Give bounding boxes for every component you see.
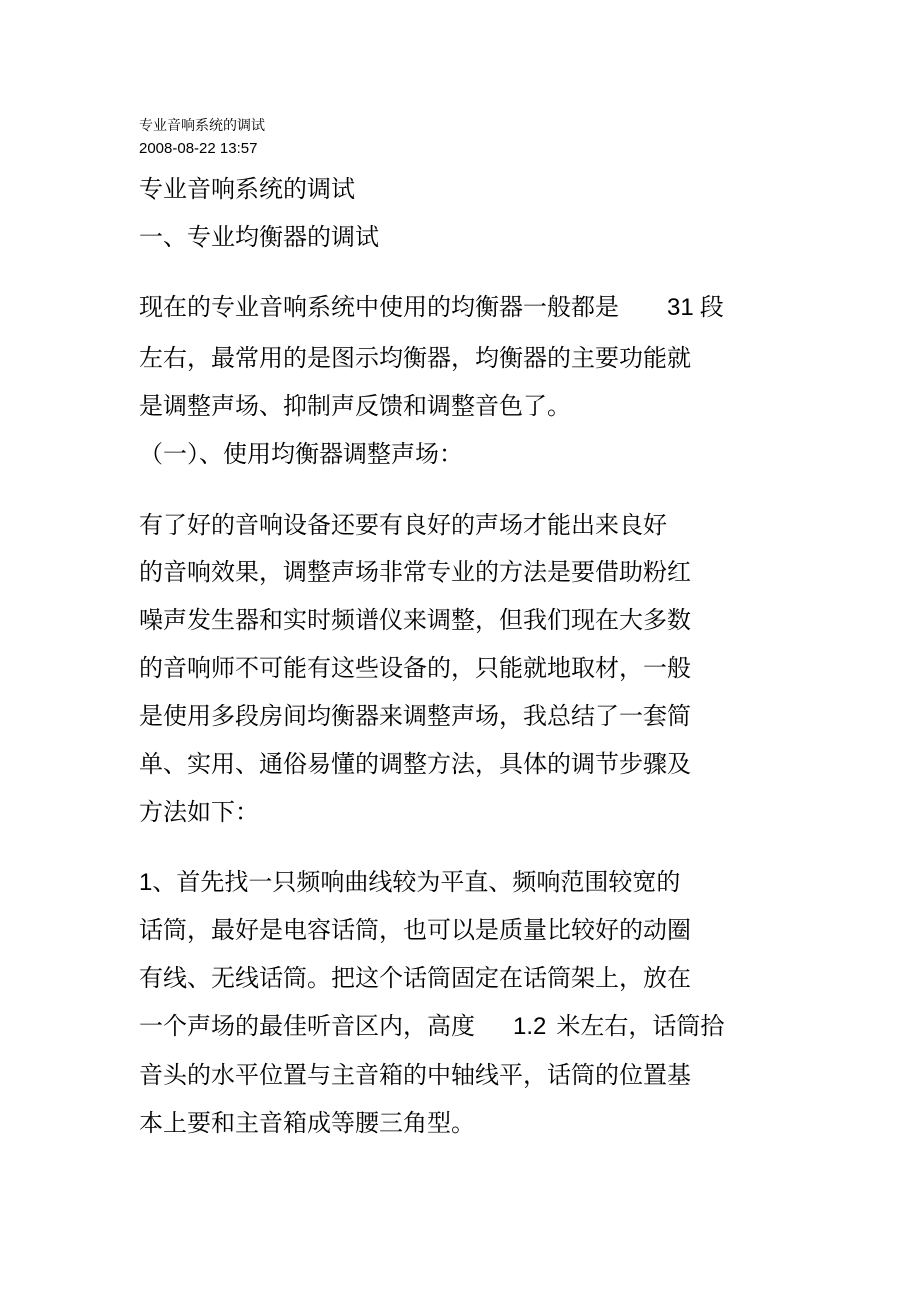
intro-line-1	[139, 292, 724, 323]
intro-line-1-text: 现在的专业音响系统中使用的均衡器一般都是	[139, 293, 619, 321]
paragraph-2-line: 噪声发生器和实时频谱仪来调整，但我们现在大多数	[139, 606, 691, 634]
paragraph-2-line: 单、实用、通俗易懂的调整方法，具体的调节步骤及	[139, 750, 691, 778]
step-1-line-4-text: 一个声场的最佳听音区内，高度	[139, 1012, 475, 1040]
paragraph-2-line: 的音响师不可能有这些设备的，只能就地取材，一般	[139, 654, 691, 682]
step-1-line-6: 本上要和主音箱成等腰三角型。	[139, 1109, 475, 1137]
section-heading: 一、专业均衡器的调试	[139, 223, 379, 251]
intro-line-1-unit: 段	[699, 293, 724, 321]
intro-line-3: 是调整声场、抑制声反馈和调整音色了。	[139, 392, 571, 420]
paragraph-2-line: 有了好的音响设备还要有良好的声场才能出来良好	[139, 511, 667, 539]
step-1-number: 1	[139, 869, 153, 896]
header-small-title: 专业音响系统的调试	[139, 118, 265, 134]
step-1-line-1-text: 、首先找一只频响曲线较为平直、频响范围较宽的	[152, 868, 681, 896]
step-1-line-4-number: 1.2	[513, 1013, 547, 1040]
article-title: 专业音响系统的调试	[139, 175, 355, 203]
paragraph-2-line: 是使用多段房间均衡器来调整声场，我总结了一套简	[139, 702, 691, 730]
step-1-line-3: 有线、无线话筒。把这个话筒固定在话筒架上，放在	[139, 964, 691, 992]
step-1-line-4	[139, 1011, 724, 1042]
intro-line-2: 左右，最常用的是图示均衡器，均衡器的主要功能就	[139, 344, 691, 372]
subheading: （一）、使用均衡器调整声场：	[139, 440, 463, 468]
paragraph-2-line: 方法如下：	[139, 798, 259, 826]
step-1-line-2: 话筒，最好是电容话筒，也可以是质量比较好的动圈	[139, 916, 691, 944]
step-1-line-1	[139, 867, 680, 898]
step-1-line-5: 音头的水平位置与主音箱的中轴线平，话筒的位置基	[139, 1061, 691, 1089]
header-datetime: 2008-08-22 13:57	[139, 140, 258, 157]
step-1-line-4-rest: 米左右，话筒拾	[556, 1012, 725, 1040]
paragraph-2-line: 的音响效果，调整声场非常专业的方法是要借助粉红	[139, 558, 691, 586]
intro-line-1-number: 31	[667, 294, 694, 321]
